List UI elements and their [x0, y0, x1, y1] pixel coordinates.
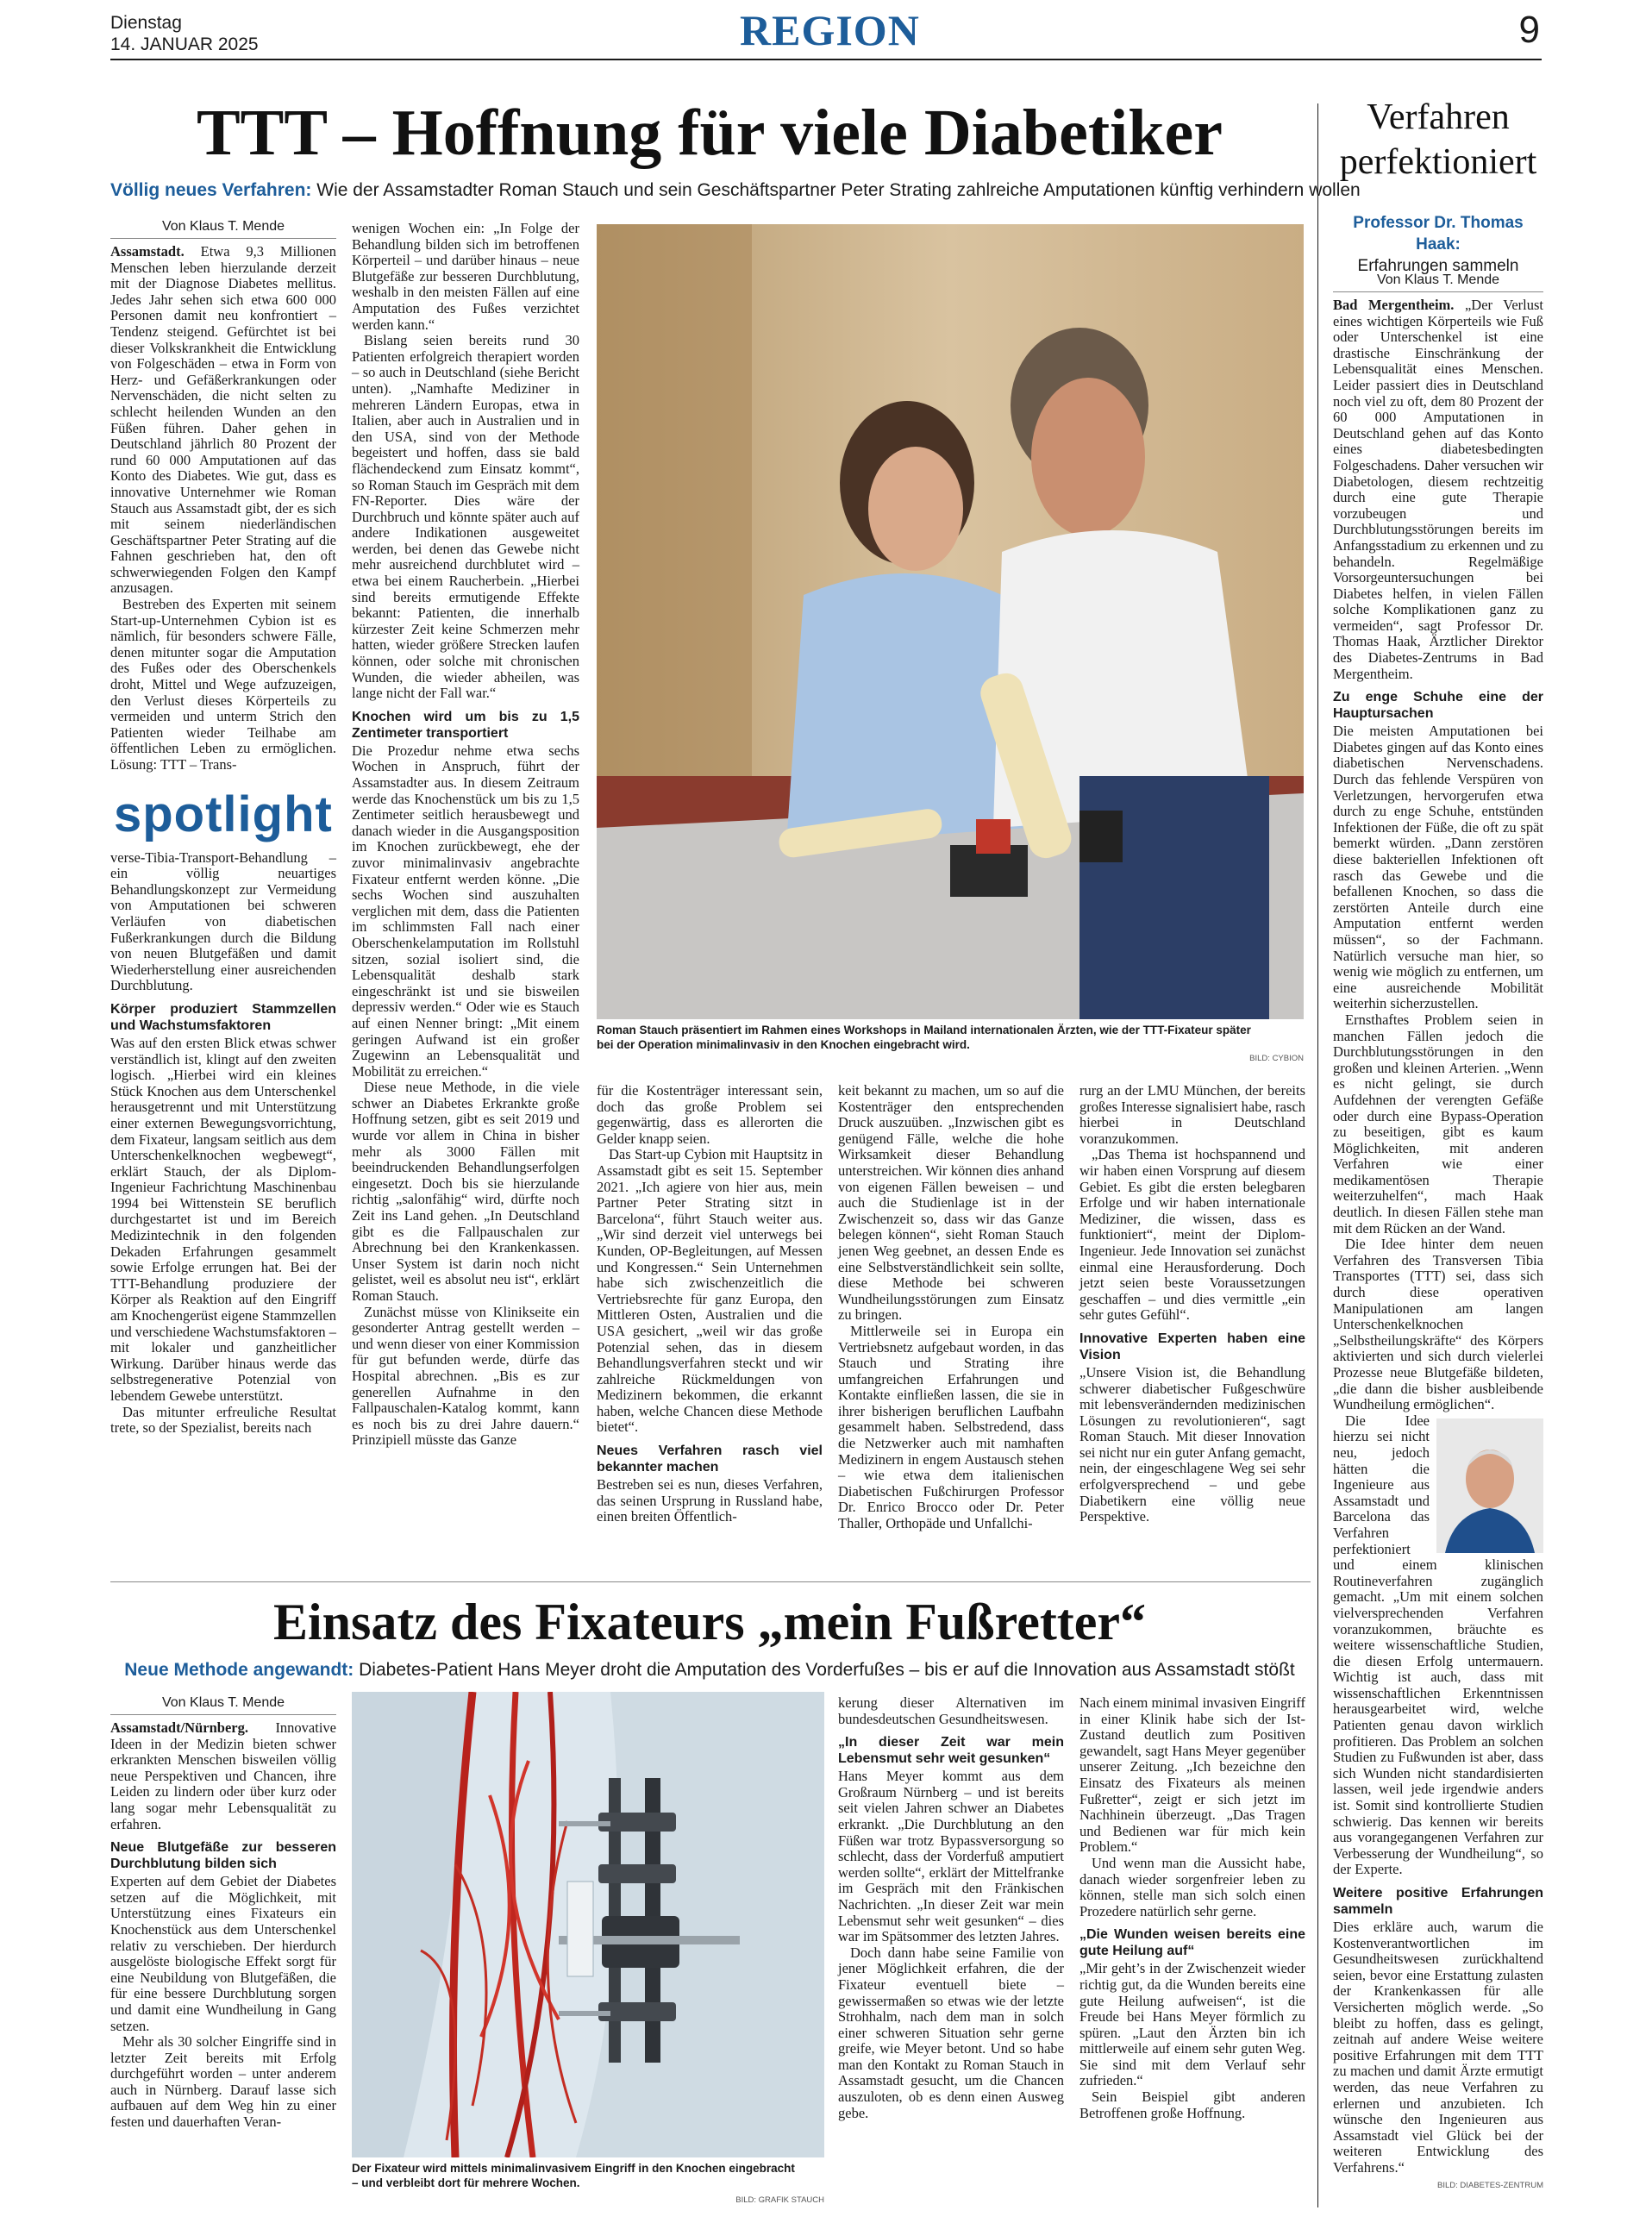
sidebar-subtitle-text: Erfahrungen sammeln — [1357, 257, 1519, 275]
page-number: 9 — [1518, 9, 1540, 51]
lead-column-1 — [110, 219, 336, 1437]
second-location: Assamstadt/Nürnberg. — [110, 1719, 248, 1736]
second-paragraph: Experten auf dem Gebiet der Diabetes setzen auf die Möglichkeit, mit Unterstützung eines Fixateurs ein Knochenstück aus dem Unterschenkel relativ zu verschieben. Der hierdurch ausgelöste biologische Effekt sorgt für eine Neubildung von Blutgefäßen, die für eine bessere Durchblutung sorgen und damit eine Wundheilung in Gang setzen. — [110, 1873, 336, 2034]
sidebar-title: Verfahren perfektioniert — [1339, 97, 1537, 182]
fixateur-graphic — [352, 1692, 824, 2157]
lead-paragraph: Mittlerweile sei in Europa ein Vertriebsnetz aufgebaut worden, in das Stauch und Strating ihre umfangreichen Erfahrungen und Kontakte einfließen lassen, die sie in ihrer bisherigen beruflichen Laufbahn gesammelt haben. Selbstredend, dass die Netzwerker auch mit namhaften Medizinern in engem Austausch stehen – wie etwa dem italienischen Diabetischen Fußchirurgen Professor Dr. Enrico Brocco oder Dr. Peter Thaller, Orthopäde und Unfallchi- — [838, 1322, 1064, 1532]
lead-paragraph: keit bekannt zu machen, um so auf die Kostenträger den entsprechenden Druck auszuüben. „Inzwischen gibt es genügend Fälle, welche die hohe Wirksamkeit dieser Behandlung unterstreichen. Wir können dies anhand von eigenen Fällen beweisen – und auch die Studienlage ist in der Zwischenzeit so, dass wir das Ganze belegen können“, sieht Roman Stauch jenen Weg geebnet, an dessen Ende es eine Selbstverständlichkeit sein sollte, diese Methode bei schweren Wundheilungsstörungen zum Einsatz zu bringen. — [838, 1082, 1064, 1324]
sidebar-paragraph: Die meisten Amputationen bei Diabetes gingen auf das Konto eines diabetischen Nervenschadens. Durch das fehlende Verspüren von Verletzungen, hervorgerufen etwa durch zu enge Schuhe, entstünden Infektionen der Füße, die oft zu spät bemerkt würden. „Dann zerstören diese bakteriellen Infektionen oft rasch das Gewebe und die befallenen Knochen, so dass die zerstörten Anteile durch eine Amputation entfernt werden müssen“, so der Fachmann. Natürlich versuche man hier, so wenig wie möglich zu entfernen, um eine ausreichende Mobilität weiterhin sicherzustellen. — [1333, 723, 1543, 1012]
section-divider — [110, 1581, 1311, 1582]
second-photo-caption: Der Fixateur wird mittels minimalinvasivem Eingriff in den Knochen eingebracht – und verbleibt dort für mehrere Wochen. — [352, 2162, 795, 2189]
sidebar-paragraph: Dies erkläre auch, warum die Kostenverantwortlichen im Gesundheitswesen zurückhaltend seien, bevor eine Erstattung zulasten der Krankenkassen für alle Versicherten möglich werde. „So bleibt zu hoffen, dass es gelingt, zeitnah auf andere Weise weitere positive Erfahrungen mit dem TTT zu machen und damit Ärzte ermutigt werden, das neue Verfahren zu erlernen und anzubieten. Ich wünsche den Ingenieuren aus Assamstadt viel Glück bei der weiteren Entwicklung des Verfahrens.“ — [1333, 1919, 1543, 2176]
second-byline: Von Klaus T. Mende — [110, 1695, 336, 1715]
second-paragraph: Nach einem minimal invasiven Eingriff in einer Klinik habe sich der Ist-Zustand deutlich zum Positiven gewandelt, sagt Hans Meyer gegenüber unserer Zeitung. „Ich bezeichne den Einsatz des Fixateurs als meinen Fußretter“, zeigt er sich jetzt im Nachhinein überzeugt. „Das Tragen und Bedienen war für mich kein Problem.“ — [1079, 1694, 1305, 1856]
second-paragraph: Doch dann habe seine Familie von jener Möglichkeit erfahren, die der Fixateur eventuell biete – gewissermaßen so etwas wie der letzte Strohhalm, nach dem man in solch einer schweren Situation sehr gerne greife, wie Meyer betont. Und so habe man den Kontakt zu Roman Stauch in Assamstadt gesucht, um die Chancen auszuloten, ob es denn einen Ausweg gebe. — [838, 1944, 1064, 2121]
second-paragraph: Innovative Ideen in der Medizin bieten schwer erkrankten Menschen bisweilen völlig neue Perspektiven und Chancen, ihre Leiden zu lindern oder über kurz oder lang sogar mehr Lebensqualität zu erfahren. — [110, 1719, 336, 1832]
lead-kicker: Völlig neues Verfahren: — [110, 180, 312, 200]
second-photo-credit: BILD: GRAFIK STAUCH — [735, 2195, 824, 2205]
sidebar-location: Bad Mergentheim. — [1333, 297, 1455, 313]
lead-paragraph: Die Prozedur nehme etwa sechs Wochen in Anspruch, führt der Assamstadter aus. In diesem Zeitraum werde das Knochenstück um bis zu 1,5 Zentimeter seitlich herausbewegt und danach wieder in die Ausgangsposition im Knochen zurückbewegt, ehe der zuvor minimalinvasiv angebrachte Fixateur entfernt werden könne. „Die sechs Wochen sind auszuhalten verglichen mit dem, dass die Patienten im schlimmsten Fall nach einer Oberschenkelamputation im Rollstuhl sitzen, sozial isoliert sind, die Lebensqualität deshalb stark eingeschränkt ist und sie bisweilen depressiv werden.“ Oder wie es Stauch auf einen Nenner bringt: „Mit einem geringen Aufwand ist ein großer Zugewinn an Lebensqualität und Mobilität zu erreichen.“ — [352, 742, 579, 1080]
second-paragraph: Und wenn man die Aussicht habe, danach wieder sorgenfreier leben zu können, stelle man sich solch einen Prozedere natürlich sehr gerne. — [1079, 1854, 1305, 1919]
second-subheading: Neue Blutgefäße zur besseren Durchblutung bilden sich — [110, 1840, 336, 1872]
second-column-1 — [110, 1695, 336, 2131]
header-full-date: 14. JANUAR 2025 — [110, 34, 259, 54]
lead-paragraph: Das mitunter erfreuliche Resultat trete, so der Spezialist, bereits nach — [110, 1403, 336, 1437]
second-paragraph: „Mir geht’s in der Zwischenzeit wieder richtig gut, da die Wunden bereits eine gute Heilung aufweisen“, ist die Freude bei Hans Meyer förmlich zu spüren. „Laut den Ärzten bin ich mittlerweile auf einem sehr guten Weg. Sie sind mit dem Verlauf sehr zufrieden.“ — [1079, 1960, 1305, 2089]
sidebar-subheading: Weitere positive Erfahrungen sammeln — [1333, 1886, 1543, 1917]
lead-photo — [597, 224, 1304, 1063]
second-paragraph: kerung dieser Alternativen im bundesdeutschen Gesundheitswesen. — [838, 1694, 1064, 1727]
lead-paragraph: Das Start-up Cybion mit Hauptsitz in Assamstadt gibt es seit 15. September 2021. „Ich agiere von hier aus, mein Partner Peter Strating sitzt in Barcelona“, führt Stauch weiter aus. „Wir sind derzeit viel unterwegs bei Kunden, OP-Begleitungen, auf Messen und Kongressen.“ Sein Unternehmen habe sich zwischenzeitlich die Vertriebsrechte für ganz Europa, den Mittleren Osten, Australien und die USA gesichert, „weil wir das große Potenzial sehen, das in diesem Behandlungsverfahren steckt und wir zahlreiche Rückmeldungen von Medizinern bekommen, die erkannt haben, welche Chancen diese Methode bietet“. — [597, 1146, 823, 1436]
lead-column-2 — [352, 221, 579, 1449]
header-day: Dienstag — [110, 13, 182, 33]
lead-subtitle — [110, 179, 1361, 202]
second-subheading: „In dieser Zeit war mein Lebensmut sehr weit gesunken“ — [838, 1735, 1064, 1767]
second-paragraph: Sein Beispiel gibt anderen Betroffenen große Hoffnung. — [1079, 2088, 1305, 2121]
lead-subtitle-text: Wie der Assamstadter Roman Stauch und sein Geschäftspartner Peter Strating zahlreiche Amputationen künftig verhindern wollen — [316, 180, 1361, 200]
second-title: Einsatz des Fixateurs „mein Fußretter“ — [272, 1594, 1147, 1650]
second-paragraph: Hans Meyer kommt aus dem Großraum Nürnberg – und ist bereits seit vielen Jahren schwer an Diabetes erkrankt. „Die Durchblutung an den Füßen war trotz Bypassversorgung so schlecht, dass der Vorderfuß amputiert werden sollte“, erklärt der Mittelfranke im Gespräch mit den Fränkischen Nachrichten. „In dieser Zeit war mein Lebensmut sehr weit gesunken“ – dies war im Spätsommer des letzten Jahres. — [838, 1768, 1064, 1945]
lead-paragraph: Bestreben sei es nun, dieses Verfahren, das seinen Ursprung in Russland habe, einen breiten Öffentlich- — [597, 1476, 823, 1525]
second-paragraph: Mehr als 30 solcher Eingriffe sind in letzter Zeit bereits mit Erfolg durchgeführt worden – unter anderem auch in Nürnberg. Darauf lasse sich aufbauen auf dem Weg hin zu einer festen und dauerhaften Veran- — [110, 2033, 336, 2131]
lead-paragraph: Bislang seien bereits rund 30 Patienten erfolgreich therapiert worden – so auch in Deutschland (siehe Bericht unten). „Namhafte Mediziner in mehreren Ländern Europas, etwa in Italien, aber auch in Australien und in den USA, sind von der Methode begeistert und hoffen, dass sie bald flächendeckend zum Einsatz kommt“, so Roman Stauch im Gespräch mit dem FN-Reporter. Dies wäre der Durchbruch und könnte später auch auf andere Indikationen ausgeweitet werden, bei denen das Gewebe nicht mehr ausreichend durchblutet wird – etwa bei einem Raucherbein. „Hierbei sind bereits ermutigende Effekte bekannt: Patienten, die innerhalb kürzester Zeit keine Schmerzen mehr hatten, wieder größere Strecken laufen können, oder solche mit chronischen Wunden, die wieder abheilen, was lange nicht der Fall war.“ — [352, 332, 579, 702]
sidebar-divider — [1317, 103, 1318, 2207]
header-date — [110, 12, 259, 55]
lead-paragraph: für die Kostenträger interessant sein, doch das große Problem sei gegenwärtig, dass es allerorten die Gelder knapp seien. — [597, 1082, 823, 1147]
spotlight-logo: spotlight — [114, 786, 333, 842]
lead-paragraph: Diese neue Methode, in die viele schwer an Diabetes Erkrankte große Hoffnung setzen, gibt es seit 2019 und wurde vor allem in China in bisher mehr als 3000 Fällen mit beeindruckenden Behandlungserfolgen eingesetzt. Doch bis sie hierzulande richtig „salonfähig“ wird, dürfte noch Zeit ins Land gehen. „In Deutschland gibt es die Fallpauschalen zur Abrechnung bei den Krankenkassen. Unser System ist darin noch nicht gelistet, weil es absolut neu ist“, erklärt Roman Stauch. — [352, 1079, 579, 1304]
lead-paragraph: Zunächst müsse von Klinikseite ein gesonderter Antrag gestellt werden – und wenn dieser von einer Kommission für gut befunden werde, dürfe das Hospital abrechnen. „Bis es zur generellen Aufnahme in den Fallpauschalen-Katalog kommt, kann es noch bis zu drei Jahre dauern.“ Prinzipiell müsste das Ganze — [352, 1303, 579, 1449]
lead-paragraph: Etwa 9,3 Millionen Menschen leben hierzulande derzeit mit der Diagnose Diabetes mellitus. Jedes Jahr sehen sich etwa 600 000 Personen damit neu konfrontiert – Tendenz steigend. Gefürchtet ist bei dieser Volkskrankheit die Entwicklung von Folgeschäden – etwa in Form von Herz- und Gefäßerkrankungen oder Nervenschäden, die nicht selten zu schlecht heilenden Wunden an den Füßen führen. Daher gehen in Deutschland jährlich 80 Prozent der rund 60 000 Amputationen auf das Konto des Diabetes. Wie gut, dass es innovative Unternehmer wie Roman Stauch aus Assamstadt gibt, der es sich mit seinem niederländischen Geschäftspartner Peter Strating auf die Fahnen geschrieben hat, den oft schwerwiegenden Folgen den Kampf anzusagen. — [110, 243, 336, 597]
sidebar-paragraph: Ernsthaftes Problem seien in manchen Fällen jedoch die Durchblutungsstörungen in den großen und kleinen Arterien. „Wenn es nicht gelingt, sie durch Aufdehnen der verengten Gefäße oder durch eine Bypass-Operation zu beseitigen, gibt es kaum Möglichkeiten, mit anderen Verfahren wie einer medikamentösen Therapie weiterzuhelfen“, mach Haak deutlich. In diesen Fällen stehe man mit dem Rücken an der Wand. — [1333, 1011, 1543, 1237]
lead-paragraph: Was auf den ersten Blick etwas schwer verständlich ist, klingt auf den zweiten logisch. „Hierbei wird ein kleines Stück Knochen aus dem Unterschenkel herausgetrennt und mit Unterstützung einer externen Bewegungsvorrichtung, dem Fixateur, langsam seitlich aus dem Unterschenkelknochen wegbewegt“, erklärt Stauch, der als Diplom-Ingenieur Fachrichtung Maschinenbau 1994 bei Wittenstein SE beruflich durchgestartet ist und im Bereich Medizintechnik in den folgenden Dekaden Erfahrungen gesammelt sowie Erfolge errungen hat. Bei der TTT-Behandlung produziere der Körper als Reaktion auf den Eingriff am Knochengerüst eigene Stammzellen und verschiedene Wachstumsfaktoren – mit lokaler und ganzheitlicher Wirkung. Darüber hinaus werde das selbstregenerative Potenzial von lebendem Gewebe unterstützt. — [110, 1034, 336, 1404]
lead-paragraph: wenigen Wochen ein: „In Folge der Behandlung bilden sich im betroffenen Körperteil – und darüber hinaus – neue Blutgefäße zur besseren Durchblutung, weshalb in den meisten Fällen auf eine Amputation des Fußes verzichtet werden kann.“ — [352, 220, 579, 333]
lead-column-3 — [597, 1083, 823, 1525]
header-rule — [110, 59, 1542, 60]
lead-photo-caption: Roman Stauch präsentiert im Rahmen eines Workshops in Mailand internationalen Ärzten, wie der TTT-Fixateur später bei der Operation minimalinvasiv in den Knochen eingebracht wird. — [597, 1024, 1251, 1051]
sidebar-subtitle — [1333, 212, 1543, 277]
second-photo — [352, 1692, 824, 2205]
workshop-photo — [597, 224, 1304, 1019]
lead-paragraph: verse-Tibia-Transport-Behandlung – ein völlig neuartiges Behandlungskonzept zur Vermeidung von Amputationen bei schweren Verläufen von diabetischen Fußerkrankungen durch die Bildung von neuen Blutgefäßen und damit Wiederherstellung einer ausreichenden Durchblutung. — [110, 848, 336, 994]
lead-subheading: Innovative Experten haben eine Vision — [1079, 1331, 1305, 1362]
lead-byline: Von Klaus T. Mende — [110, 219, 336, 239]
section-title: REGION — [740, 6, 920, 54]
lead-column-4 — [838, 1083, 1064, 1532]
lead-location: Assamstadt. — [110, 243, 185, 260]
lead-photo-credit: BILD: CYBION — [1249, 1054, 1304, 1063]
lead-title: TTT – Hoffnung für viele Diabetiker — [196, 97, 1223, 169]
lead-column-5 — [1079, 1083, 1305, 1525]
sidebar-paragraph: „Der Verlust eines wichtigen Körperteils wie Fuß oder Unterschenkel ist eine drastische Einschränkung der Lebensqualität eines Menschen. Leider passiert dies in Deutschland noch viel zu oft, dem 80 Prozent der 60 000 Amputationen in Deutschland gehen auf das Konto eines diabetesbedingten Folgeschadens. Daher versuchen wir Diabetologen, diesem rechtzeitig durch eine gute Therapie vorzubeugen und Durchblutungsstörungen bereits im Anfangsstadium zu erkennen und zu behandeln. Regelmäßige Vorsorgeuntersuchungen bei Diabetes helfen, in vielen Fällen solche Komplikationen ganz zu vermeiden“, sagt Professor Dr. Thomas Haak, Ärztlicher Direktor des Diabetes-Zentrums in Bad Mergentheim. — [1333, 297, 1543, 682]
sidebar-byline: Von Klaus T. Mende — [1333, 272, 1543, 292]
second-column-2 — [838, 1695, 1064, 2121]
sidebar-photo-credit: BILD: DIABETES-ZENTRUM — [1437, 2180, 1543, 2190]
portrait-image — [1436, 1418, 1543, 1553]
second-subheading: „Die Wunden weisen bereits eine gute Heilung auf“ — [1079, 1927, 1305, 1959]
lead-subheading: Neues Verfahren rasch viel bekannter machen — [597, 1443, 823, 1475]
sidebar-subheading: Zu enge Schuhe eine der Hauptursachen — [1333, 690, 1543, 722]
lead-subheading: Körper produziert Stammzellen und Wachstumsfaktoren — [110, 1001, 336, 1033]
lead-paragraph: „Das Thema ist hochspannend und wir haben einen Vorsprung auf diesem Gebiet. Es gibt die ersten belegbaren Erfolge und wir haben internationale Mediziner, die wissen, dass es funktioniert“, meint der Diplom-Ingenieur. Jede Innovation sei zunächst einmal eine Herausforderung. Doch jetzt seien beste Voraussetzungen geschaffen – und dies vermittle „ein sehr gutes Gefühl“. — [1079, 1146, 1305, 1324]
portrait-photo — [1436, 1418, 1543, 1553]
lead-paragraph: „Unsere Vision ist, die Behandlung schwerer diabetischer Fußgeschwüre mit lebensverändernden medizinischen Lösungen zu revolutionieren“, sagt Roman Stauch. Mit dieser Innovation sei nicht nur ein guter Anfang gemacht, nein, der eingeschlagene Weg sei sehr erfolgversprechend – und gebe Diabetikern eine völlig neue Perspektive. — [1079, 1363, 1305, 1525]
sidebar-paragraph: Die Idee hinter dem neuen Verfahren des Transversen Tibia Transportes (TTT) sei, dass sich durch diese operativen Manipulationen am langen Unterschenkelknochen „Selbstheilungskräfte“ des Körpers aktivierten und sich durch vielerlei Prozesse neue Blutgefäße bildeten, „die dann die bisher ausbleibende Wundheilung ermöglichen“. — [1333, 1236, 1543, 1413]
second-column-3 — [1079, 1695, 1305, 2121]
sidebar-column — [1333, 272, 1543, 2194]
second-kicker: Neue Methode angewandt: — [124, 1660, 354, 1680]
lead-subheading: Knochen wird um bis zu 1,5 Zentimeter transportiert — [352, 709, 579, 741]
lead-paragraph: rurg an der LMU München, der bereits großes Interesse signalisiert habe, rasch hierbei in Deutschland voranzukommen. — [1079, 1082, 1305, 1147]
lead-paragraph: Bestreben des Experten mit seinem Start-up-Unternehmen Cybion ist es nämlich, für besonders schwere Fälle, denen mitunter sogar die Amputation des Fußes oder des Oberschenkels droht, Mittel und Wege aufzuzeigen, den Verlust dieses Körperteils zu vermeiden und unterm Strich den Patienten wieder Teilhabe am öffentlichen Leben zu ermöglichen. Lösung: TTT – Trans- — [110, 596, 336, 773]
second-subtitle — [110, 1659, 1309, 1681]
sidebar-kicker: Professor Dr. Thomas Haak: — [1353, 214, 1524, 254]
sidebar-paragraph: Die Idee hierzu sei nicht neu, jedoch hätten die Ingenieure aus Assamstadt und Barcelona das Verfahren perfektioniert und einem klinischen Routineverfahren zugänglich gemacht. „Um mit einem solchen vielversprechenden Verfahren voranzukommen, bräuchte es weitere wissenschaftliche Studien, die diesen Erfolg untermauern. Wichtig ist auch, dass mit wissenschaftlichen Erkenntnissen herausgearbeitet wird, welche Patienten genau davon wirklich profitieren. Das Problem an solchen Studien zu Fußwunden ist aber, dass sich Wunden nicht standardisierten lassen, weil jede irgendwie anders ist. Somit sind kontrollierte Studien schwierig. Das kennen wir bereits aus vorangegangenen Verfahren zur Verbesserung der Wundheilung“, so der Experte. — [1333, 1412, 1543, 1878]
second-subtitle-text: Diabetes-Patient Hans Meyer droht die Amputation des Vorderfußes – bis er auf die Innovation aus Assamstadt stößt — [359, 1660, 1295, 1680]
